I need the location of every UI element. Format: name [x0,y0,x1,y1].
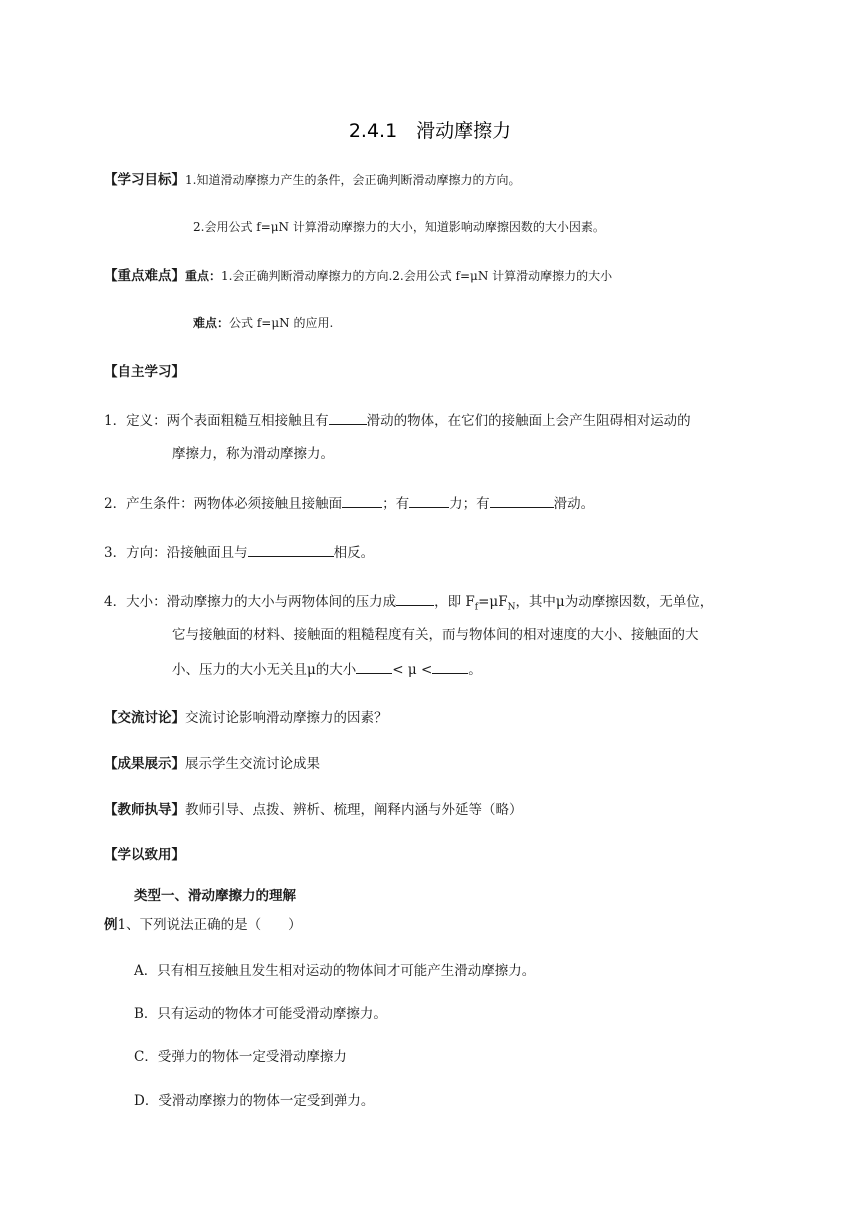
direction-line [104,542,374,563]
definition-line [104,410,691,431]
fill-blank [356,659,392,674]
text: 力；有 [449,496,490,512]
section-label: 【交流讨论】 [104,710,185,726]
magnitude-line [172,659,482,680]
text: ，即 F [434,594,475,610]
text: 展示学生交流讨论成果 [185,756,320,772]
hard-text: 公式 f=μN 的应用. [229,316,334,330]
text: 滑动的物体，在它们的接触面上会产生阻碍相对运动的 [366,413,691,429]
type-heading: 类型一、滑动摩擦力的理解 [134,888,296,904]
section-label: 【学习目标】 [104,172,185,188]
example-question [104,915,302,935]
goal-item: 1.知道滑动摩擦力产生的条件，会正确判断滑动摩擦力的方向。 [185,173,521,187]
text: 3．方向：沿接触面且与 [104,545,248,561]
results [104,754,320,774]
option-c: C．受弹力的物体一定受滑动摩擦力 [134,1049,347,1065]
subscript: f [474,602,479,613]
fill-blank [490,493,554,508]
definition-line: 摩擦力，称为滑动摩擦力。 [172,446,334,462]
section-label: 【教师执导】 [104,802,185,818]
text: ，其中μ为动摩擦因数，无单位， [515,594,714,610]
learning-goals [104,170,520,190]
question-text: 1、下列说法正确的是（ ） [117,917,302,933]
text: 交流讨论影响滑动摩擦力的因素？ [185,710,388,726]
magnitude-line: 它与接触面的材料、接触面的粗糙程度有关，而与物体间的相对速度的大小、接触面的大 [172,627,699,643]
page-title: 2.4.1 滑动摩擦力 [348,120,512,142]
text: < μ < [392,662,433,678]
text: 1．定义：两个表面粗糙互相接触且有 [104,413,329,429]
text: =μF [478,594,508,610]
fill-blank [329,410,367,425]
fill-blank [432,659,468,674]
subscript: N [507,602,516,613]
teacher-guidance [104,800,523,820]
section-label: 【学以致用】 [104,847,185,863]
discussion [104,708,388,728]
fill-blank [342,493,382,508]
key-text: 1.会正确判断滑动摩擦力的方向.2.会用公式 f=μN 计算滑动摩擦力的大小 [221,269,613,283]
condition-line [104,493,594,514]
section-label: 【成果展示】 [104,756,185,772]
magnitude-line [104,591,713,618]
fill-blank [396,591,434,606]
fill-blank [248,542,334,557]
option-d: D．受滑动摩擦力的物体一定受到弹力。 [134,1093,375,1109]
option-b: B．只有运动的物体才可能受滑动摩擦力。 [134,1006,387,1022]
section-label: 【重点难点】 [104,268,185,284]
example-label: 例 [104,917,118,933]
text: 小、压力的大小无关且μ的大小 [172,662,357,678]
text: 2．产生条件：两物体必须接触且接触面 [104,496,343,512]
text: 4．大小：滑动摩擦力的大小与两物体间的压力成 [104,594,397,610]
text: 。 [468,662,482,678]
difficult-points [193,313,333,333]
fill-blank [409,493,449,508]
option-a: A．只有相互接触且发生相对运动的物体间才可能产生滑动摩擦力。 [134,963,536,979]
text: 教师引导、点拨、辨析、梳理，阐释内涵与外延等（略） [185,802,523,818]
section-label: 【自主学习】 [104,364,185,380]
key-points [104,266,612,286]
text: 相反。 [333,545,375,561]
key-label: 重点： [185,269,222,283]
goal-item: 2.会用公式 f=μN 计算滑动摩擦力的大小，知道影响动摩擦因数的大小因素。 [193,220,605,234]
text: 滑动。 [553,496,595,512]
hard-label: 难点： [193,316,230,330]
text: ；有 [382,496,410,512]
